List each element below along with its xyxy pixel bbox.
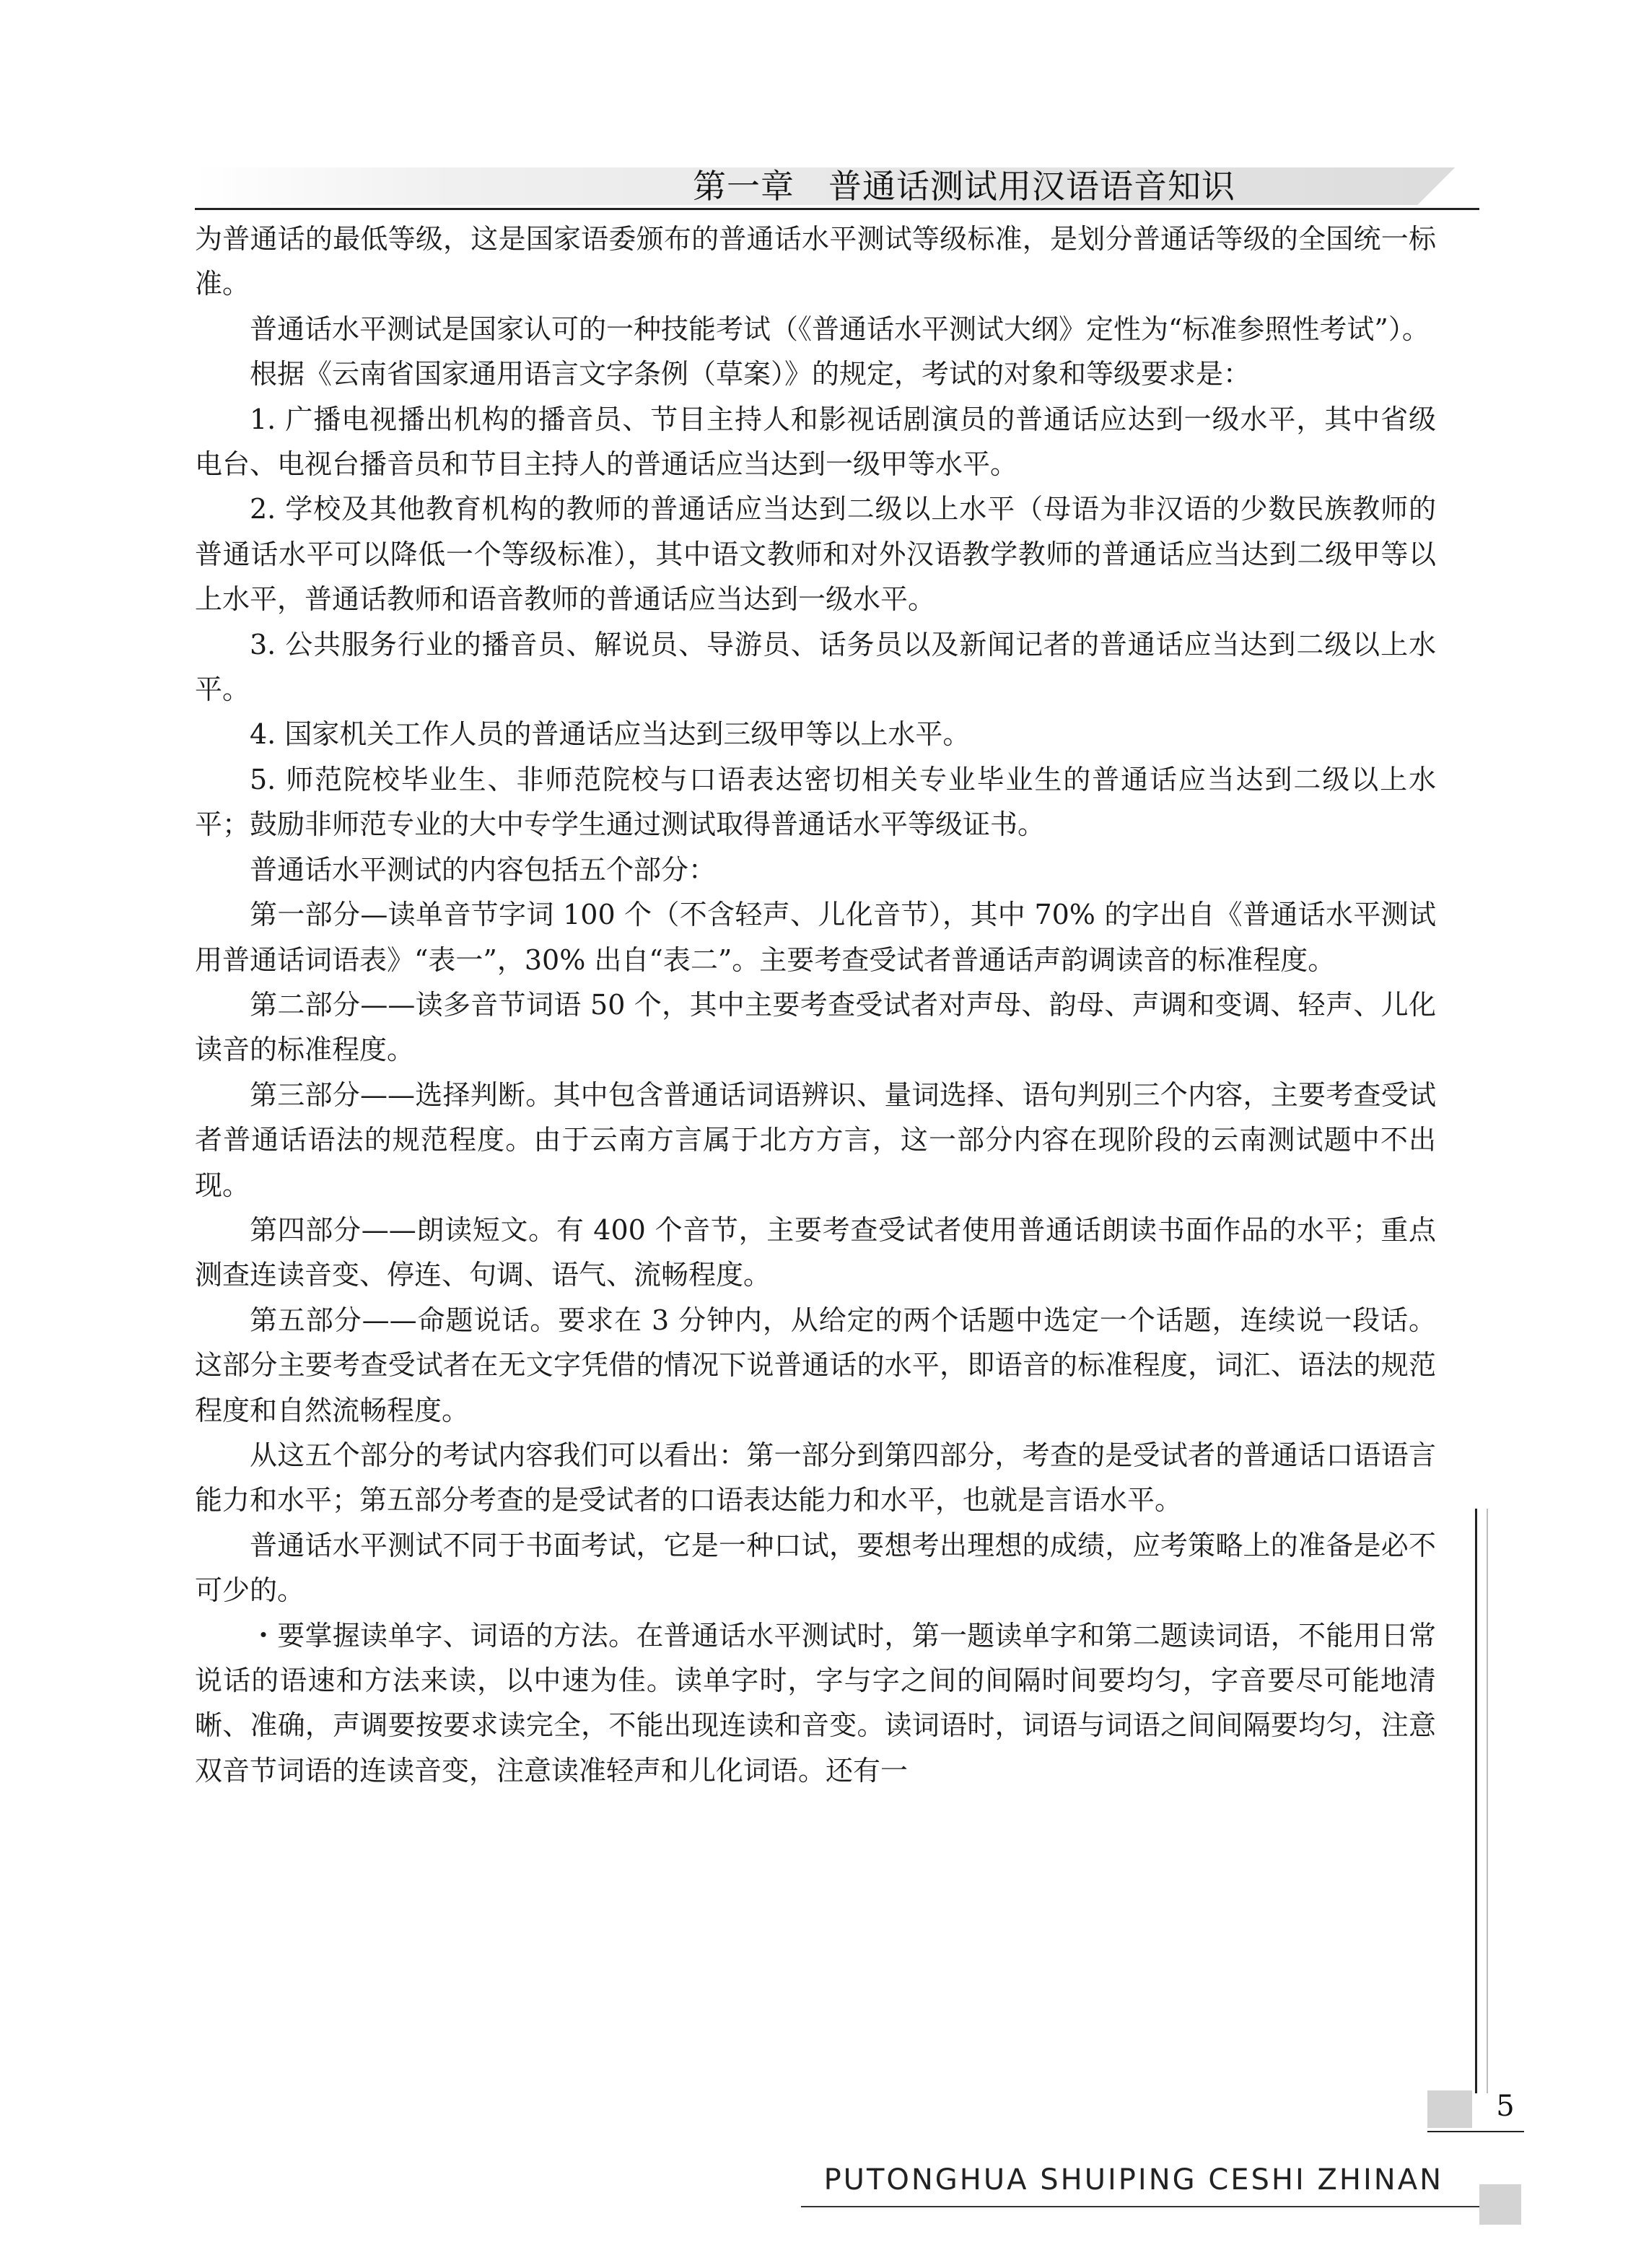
list-item: 4. 国家机关工作人员的普通话应当达到三级甲等以上水平。	[250, 718, 971, 751]
paragraph: 普通话水平测试不同于书面考试，它是一种口试，要想考出理想的成绩，应考策略上的准备是必不可少的。	[195, 1529, 1436, 1607]
header-rule	[195, 208, 1479, 210]
page-number-shade	[1427, 2090, 1472, 2128]
header-notch	[1400, 167, 1472, 205]
body-text	[195, 217, 1436, 1793]
page-number: 5	[1496, 2090, 1515, 2123]
list-item: 3. 公共服务行业的播音员、解说员、导游员、话务员以及新闻记者的普通话应当达到二级以上水平。	[195, 628, 1436, 706]
paragraph: 普通话水平测试是国家认可的一种技能考试（《普通话水平测试大纲》定性为“标准参照性考试”）。	[250, 313, 1430, 345]
footer-rule	[801, 2206, 1479, 2207]
paragraph-continued: 为普通话的最低等级，这是国家语委颁布的普通话水平测试等级标准，是划分普通话等级的全国统一标准。	[195, 223, 1436, 300]
paragraph: 第一部分—读单音节字词 100 个（不含轻声、儿化音节），其中 70% 的字出自《普通话水平测试用普通话词语表》“表一”，30% 出自“表二”。主要考查受试者普通话声韵调读音的标准程度。	[195, 899, 1436, 976]
footer-shade	[1479, 2184, 1521, 2225]
paragraph: 第二部分——读多音节词语 50 个，其中主要考查受试者对声母、韵母、声调和变调、轻声、儿化读音的标准程度。	[195, 988, 1436, 1066]
book-title: PUTONGHUA SHUIPING CESHI ZHINAN	[823, 2163, 1443, 2197]
paragraph: 从这五个部分的考试内容我们可以看出：第一部分到第四部分，考查的是受试者的普通话口语语言能力和水平；第五部分考查的是受试者的口语表达能力和水平，也就是言语水平。	[195, 1439, 1436, 1517]
chapter-title: 第一章 普通话测试用汉语语音知识	[693, 167, 1235, 206]
list-item: 2. 学校及其他教育机构的教师的普通话应当达到二级以上水平（母语为非汉语的少数民族教师的普通话水平可以降低一个等级标准），其中语文教师和对外汉语教学教师的普通话应当达到二级甲等以上水平，普通话教师和语音教师的普通话应当达到一级水平。	[195, 493, 1436, 616]
margin-rule-light	[1487, 1509, 1488, 2093]
paragraph: 第三部分——选择判断。其中包含普通话词语辨识、量词选择、语句判别三个内容，主要考查受试者普通话语法的规范程度。由于云南方言属于北方方言，这一部分内容在现阶段的云南测试题中不出现。	[195, 1078, 1436, 1201]
paragraph: 普通话水平测试的内容包括五个部分：	[250, 853, 717, 886]
paragraph: 第五部分——命题说话。要求在 3 分钟内，从给定的两个话题中选定一个话题，连续说一段话。这部分主要考查受试者在无文字凭借的情况下说普通话的水平，即语音的标准程度，词汇、语法的规范程度和自然流畅程度。	[195, 1304, 1436, 1426]
paragraph: 根据《云南省国家通用语言文字条例（草案）》的规定，考试的对象和等级要求是：	[250, 358, 1251, 391]
list-item: 1. 广播电视播出机构的播音员、节目主持人和影视话剧演员的普通话应达到一级水平，其中省级电台、电视台播音员和节目主持人的普通话应当达到一级甲等水平。	[195, 403, 1436, 481]
margin-rule	[1475, 1509, 1477, 2093]
paragraph: 第四部分——朗读短文。有 400 个音节，主要考查受试者使用普通话朗读书面作品的水平；重点测查连读音变、停连、句调、语气、流畅程度。	[195, 1213, 1436, 1291]
page-number-rule	[1427, 2131, 1524, 2132]
paragraph: ・要掌握读单字、词语的方法。在普通话水平测试时，第一题读单字和第二题读词语，不能用日常说话的语速和方法来读，以中速为佳。读单字时，字与字之间的间隔时间要均匀，字音要尽可能地清晰、准确，声调要按要求读完全，不能出现连读和音变。读词语时，词语与词语之间间隔要均匀，注意双音节词语的连读音变，注意读准轻声和儿化词语。还有一	[195, 1619, 1436, 1787]
list-item: 5. 师范院校毕业生、非师范院校与口语表达密切相关专业毕业生的普通话应当达到二级以上水平；鼓励非师范专业的大中专学生通过测试取得普通话水平等级证书。	[195, 763, 1436, 841]
